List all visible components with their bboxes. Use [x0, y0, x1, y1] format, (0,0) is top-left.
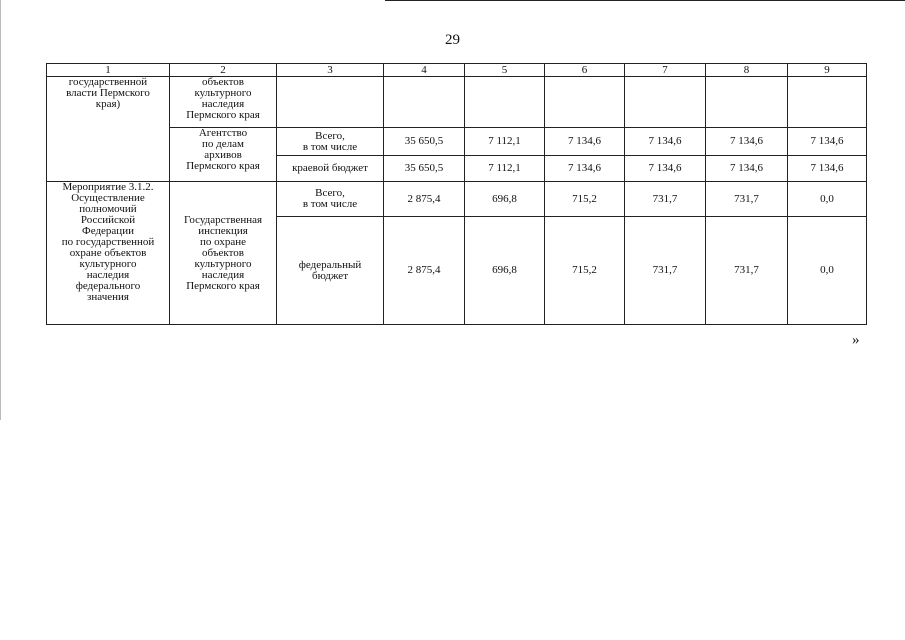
value-cell: 731,7 — [625, 182, 706, 217]
column-number: 5 — [465, 64, 545, 77]
value-cell: 696,8 — [465, 217, 545, 325]
value-cell: 7 134,6 — [545, 156, 625, 182]
funding-source-cell: Всего, в том числе — [277, 182, 384, 217]
value-cell: 7 112,1 — [465, 128, 545, 156]
value-cell: 7 134,6 — [788, 128, 867, 156]
funding-source-cell: федеральный бюджет — [277, 217, 384, 325]
measure-cell: Мероприятие 3.1.2. Осуществление полномочий Российской Федерации по государственной охране объектов культурного наследия федерального значения — [47, 182, 170, 325]
column-number: 1 — [47, 64, 170, 77]
column-number: 7 — [625, 64, 706, 77]
value-cell: 696,8 — [465, 182, 545, 217]
value-cell: 35 650,5 — [384, 156, 465, 182]
column-number: 3 — [277, 64, 384, 77]
value-cell: 0,0 — [788, 182, 867, 217]
value-cell: 7 134,6 — [706, 156, 788, 182]
executor-cell: объектов культурного наследия Пермского края — [170, 77, 277, 128]
value-cell: 7 134,6 — [545, 128, 625, 156]
value-cell: 7 134,6 — [706, 128, 788, 156]
value-cell: 7 134,6 — [788, 156, 867, 182]
table-row — [47, 77, 867, 128]
table-row — [47, 182, 867, 217]
column-number: 6 — [545, 64, 625, 77]
table-row — [47, 128, 867, 156]
column-number: 4 — [384, 64, 465, 77]
column-number: 9 — [788, 64, 867, 77]
value-cell: 0,0 — [788, 217, 867, 325]
value-cell: 731,7 — [706, 217, 788, 325]
funding-source-cell: краевой бюджет — [277, 156, 384, 182]
executor-cell: Агентство по делам архивов Пермского края — [170, 128, 277, 182]
left-edge-rule — [0, 0, 1, 420]
value-cell: 715,2 — [545, 182, 625, 217]
responsible-body-cell: государственной власти Пермского края) — [47, 77, 170, 182]
executor-cell: Государственная инспекция по охране объектов культурного наследия Пермского края — [170, 182, 277, 325]
value-cell: 7 112,1 — [465, 156, 545, 182]
value-cell: 35 650,5 — [384, 128, 465, 156]
value-cell: 731,7 — [706, 182, 788, 217]
value-cell: 715,2 — [545, 217, 625, 325]
column-number-row — [47, 64, 867, 77]
value-cell: 7 134,6 — [625, 156, 706, 182]
value-cell: 731,7 — [625, 217, 706, 325]
closing-quote-mark: » — [852, 332, 860, 348]
budget-table — [46, 63, 867, 325]
value-cell: 7 134,6 — [625, 128, 706, 156]
top-rule — [385, 0, 905, 1]
page-number: 29 — [445, 32, 460, 48]
funding-source-cell: Всего, в том числе — [277, 128, 384, 156]
column-number: 2 — [170, 64, 277, 77]
value-cell: 2 875,4 — [384, 182, 465, 217]
value-cell: 2 875,4 — [384, 217, 465, 325]
column-number: 8 — [706, 64, 788, 77]
